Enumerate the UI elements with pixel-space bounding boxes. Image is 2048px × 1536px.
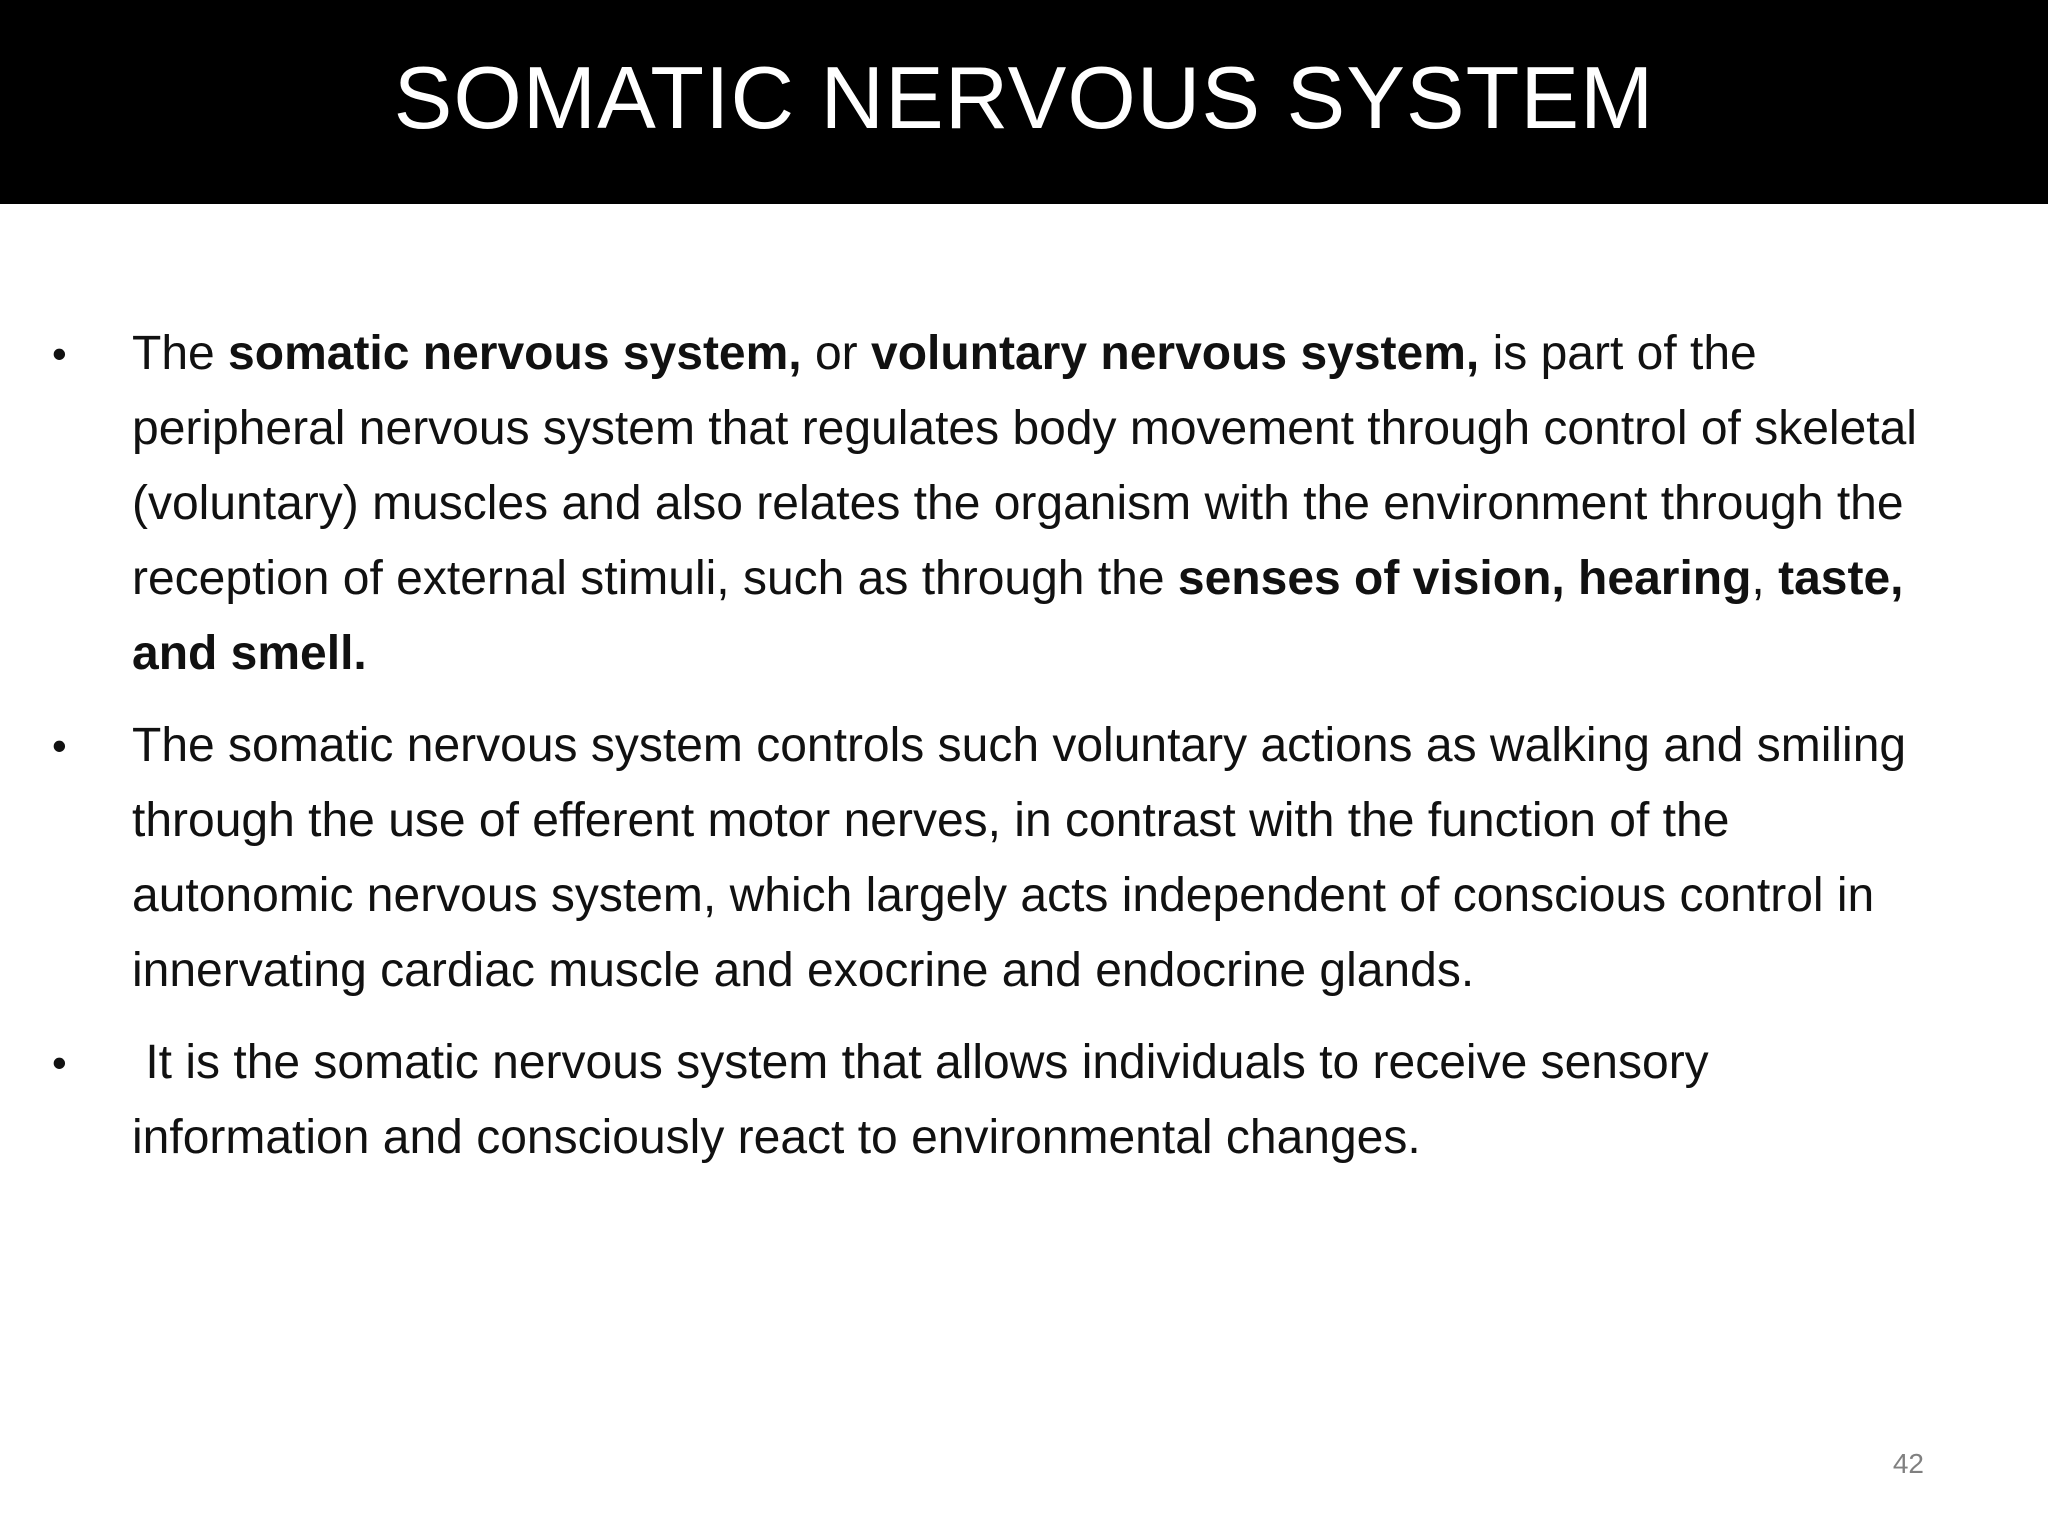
bullet-item-2 — [0, 708, 1952, 1008]
bullet-item-3 — [0, 1025, 1952, 1175]
title-bar — [0, 0, 2048, 204]
slide-title: SOMATIC NERVOUS SYSTEM — [393, 48, 1655, 147]
bullet-text-1-segment-7: , — [1751, 552, 1779, 605]
bullet-dot-icon: • — [52, 722, 67, 769]
page-number: 42 — [1892, 1448, 1924, 1479]
bullet-text-1-segment-5: is part of the peripheral nervous system that regulates body movement through control of skeletal (voluntary) muscles and also relates the organism with the environment through the reception of external stimuli, such as through the — [132, 327, 1917, 605]
bullet-text-3: It is the somatic nervous system that allows individuals to receive sensory information and consciously react to environmental changes. — [132, 1036, 1723, 1164]
bullet-text-2: The somatic nervous system controls such voluntary actions as walking and smiling through the use of efferent motor nerves, in contrast with the function of the autonomic nervous system, which largely acts independent of conscious control in innervating cardiac muscle and exocrine and endocrine glands. — [132, 719, 1907, 997]
bullet-text-1-segment-6: senses of vision, hearing — [1177, 552, 1752, 605]
bullet-dot-icon: • — [52, 330, 67, 377]
bullet-list — [0, 316, 2048, 1192]
bullet-text-1-segment-3: or — [801, 327, 871, 380]
bullet-text-1-segment-4: voluntary nervous system, — [871, 327, 1480, 380]
bullet-text-1-segment-1: The — [132, 327, 229, 380]
bullet-text-1-segment-2: somatic nervous system, — [228, 327, 802, 380]
bullet-dot-icon: • — [52, 1039, 67, 1086]
bullet-text-1-segment-8: taste, and smell. — [132, 552, 1904, 680]
bullet-item-1 — [0, 316, 1952, 691]
